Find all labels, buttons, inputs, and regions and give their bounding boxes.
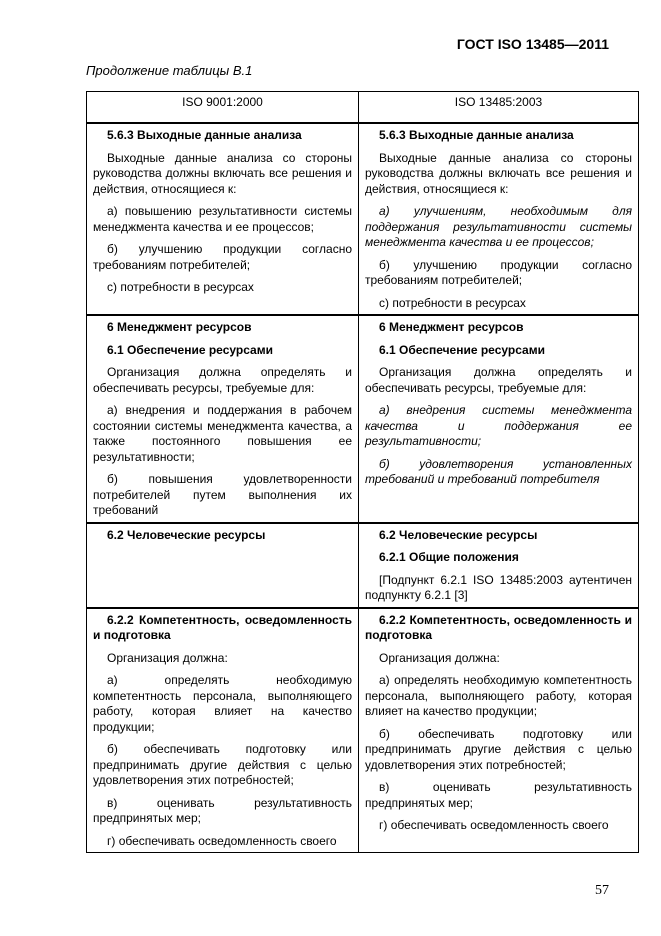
section-heading: 6.2.2 Компетентность, осведомленность и подготовка	[93, 612, 352, 642]
paragraph: а) повышению результативности системы менеджмента качества и ее процессов;	[93, 204, 352, 234]
paragraph: б) обеспечивать подготовку или предпринимать другие действия с целью удовлетворения этих потребностей;	[93, 742, 352, 787]
table-row	[87, 608, 639, 853]
section-heading: 6.2 Человеческие ресурсы	[107, 527, 266, 542]
section-heading: 6.1 Обеспечение ресурсами	[107, 342, 273, 357]
paragraph: б) удовлетворения установленных требований и требований потребителя	[365, 456, 632, 486]
cell-iso9001	[87, 123, 359, 315]
paragraph: а) внедрения и поддержания в рабочем состоянии системы менеджмента качества, а также постоянного повышения ее результативности;	[93, 403, 352, 464]
paragraph: Организация должна:	[107, 650, 228, 665]
paragraph: Организация должна определять и обеспечивать ресурсы, требуемые для:	[93, 365, 352, 395]
paragraph: Организация должна определять и обеспечивать ресурсы, требуемые для:	[365, 365, 632, 395]
paragraph: г) обеспечивать осведомленность своего	[379, 818, 609, 832]
paragraph: Выходные данные анализа со стороны руководства должны включать все решения и действия, относящиеся к:	[93, 150, 352, 196]
section-heading: 5.6.3 Выходные данные анализа	[379, 128, 574, 142]
column-header-iso9001: ISO 9001:2000	[87, 92, 359, 124]
paragraph: а) определять необходимую компетентность персонала, выполняющего работу, которая влияет на качество продукции;	[365, 673, 632, 718]
cell-iso9001	[87, 315, 359, 523]
column-header-iso13485: ISO 13485:2003	[359, 92, 639, 124]
paragraph: а) внедрения системы менеджмента качества и поддержания ее результативности;	[365, 403, 632, 448]
cell-iso13485	[359, 123, 639, 315]
cell-iso13485	[359, 608, 639, 853]
section-heading: 6.2.1 Общие положения	[379, 550, 519, 564]
paragraph: с) потребности в ресурсах	[379, 295, 526, 310]
document-header: ГОСТ ISO 13485—2011	[456, 36, 609, 52]
table-row	[87, 315, 639, 523]
paragraph: б) улучшению продукции согласно требованиям потребителей;	[93, 242, 352, 272]
section-heading: 6 Менеджмент ресурсов	[379, 320, 524, 334]
paragraph: в) оценивать результативность предпринятых мер;	[365, 780, 632, 810]
section-heading: 6 Менеджмент ресурсов	[107, 320, 252, 334]
cell-iso9001	[87, 523, 359, 608]
paragraph: г) обеспечивать осведомленность своего	[107, 833, 337, 848]
cell-iso13485	[359, 523, 639, 608]
section-heading: 6.2 Человеческие ресурсы	[379, 527, 538, 542]
section-heading: 5.6.3 Выходные данные анализа	[107, 128, 302, 142]
paragraph: а) определять необходимую компетентность персонала, выполняющего работу, которая влияет на качество продукции;	[93, 673, 352, 734]
paragraph: б) повышения удовлетворенности потребителей путем выполнения их требований	[93, 472, 352, 517]
paragraph: Выходные данные анализа со стороны руководства должны включать все решения и действия, относящиеся к:	[365, 150, 632, 196]
section-heading: 6.2.2 Компетентность, осведомленность и подготовка	[365, 612, 632, 642]
comparison-table	[86, 91, 639, 853]
paragraph: б) обеспечивать подготовку или предпринимать другие действия с целью удовлетворения этих потребностей;	[365, 726, 632, 772]
paragraph: в) оценивать результативность предпринятых мер;	[93, 795, 352, 825]
paragraph: Организация должна:	[379, 650, 500, 665]
paragraph: с) потребности в ресурсах	[107, 280, 254, 294]
table-header-row	[87, 92, 639, 124]
paragraph: [Подпункт 6.2.1 ISO 13485:2003 аутентичен подпункту 6.2.1 [3]	[365, 572, 632, 602]
page-number: 57	[595, 883, 609, 898]
paragraph: б) улучшению продукции согласно требованиям потребителей;	[365, 257, 632, 287]
table-row	[87, 523, 639, 608]
section-heading: 6.1 Обеспечение ресурсами	[379, 342, 545, 357]
paragraph: а) улучшениям, необходимым для поддержания результативности системы менеджмента качества и ее процессов;	[365, 204, 632, 249]
cell-iso9001	[87, 608, 359, 853]
table-caption: Продолжение таблицы В.1	[86, 63, 253, 78]
cell-iso13485	[359, 315, 639, 523]
table-row	[87, 123, 639, 315]
